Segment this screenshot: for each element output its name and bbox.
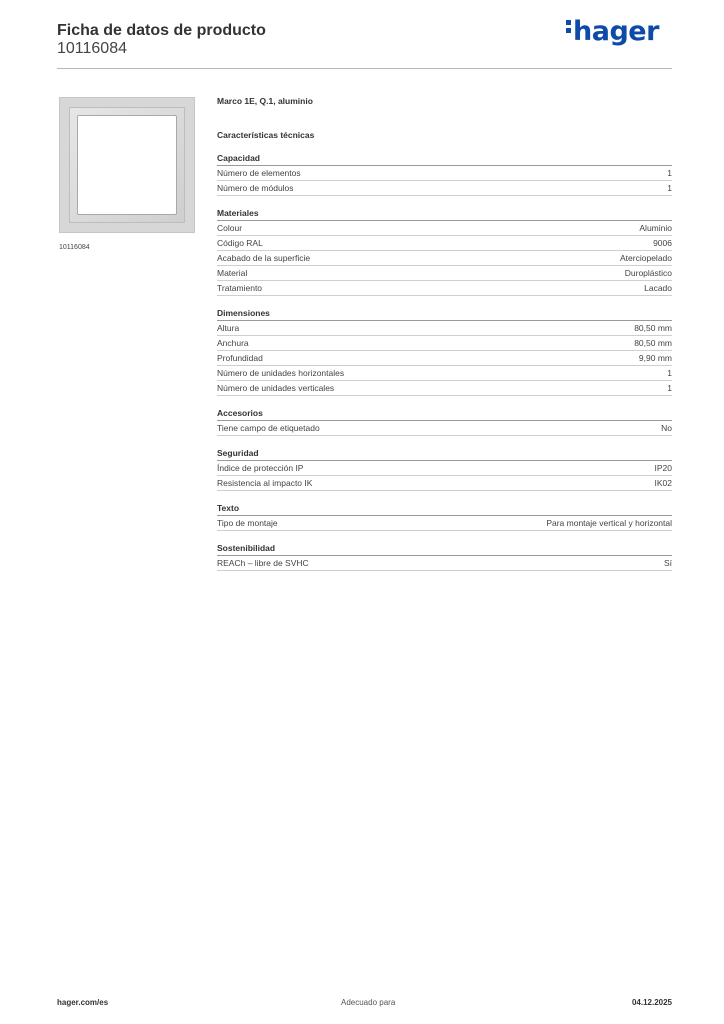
section-title: Capacidad bbox=[217, 151, 672, 166]
spec-label: Colour bbox=[217, 223, 243, 233]
spec-section bbox=[217, 501, 672, 531]
frame-opening bbox=[77, 115, 177, 215]
header-divider bbox=[57, 68, 672, 69]
spec-label: Resistencia al impacto IK bbox=[217, 478, 313, 488]
hager-logo bbox=[566, 16, 659, 47]
section-title: Dimensiones bbox=[217, 306, 672, 321]
spec-row bbox=[217, 516, 672, 531]
spec-label: Número de elementos bbox=[217, 168, 301, 178]
spec-label: Tipo de montaje bbox=[217, 518, 278, 528]
product-code: 10116084 bbox=[57, 40, 127, 57]
footer-website: hager.com/es bbox=[57, 998, 109, 1007]
spec-label: Índice de protección IP bbox=[217, 463, 304, 473]
spec-row bbox=[217, 556, 672, 571]
spec-row bbox=[217, 421, 672, 436]
image-caption: 10116084 bbox=[59, 244, 90, 251]
spec-value: 1 bbox=[667, 383, 672, 393]
spec-value: Lacado bbox=[644, 283, 672, 293]
spec-row bbox=[217, 476, 672, 491]
spec-label: Material bbox=[217, 268, 248, 278]
spec-value: 1 bbox=[667, 168, 672, 178]
spec-label: Anchura bbox=[217, 338, 249, 348]
spec-sections bbox=[217, 151, 672, 571]
spec-section bbox=[217, 306, 672, 396]
spec-section bbox=[217, 151, 672, 196]
spec-row bbox=[217, 166, 672, 181]
spec-row bbox=[217, 181, 672, 196]
section-title: Seguridad bbox=[217, 446, 672, 461]
spec-label: Número de módulos bbox=[217, 183, 294, 193]
spec-value: No bbox=[661, 423, 672, 433]
spec-row bbox=[217, 366, 672, 381]
spec-section bbox=[217, 446, 672, 491]
spec-label: Código RAL bbox=[217, 238, 263, 248]
spec-value: Para montaje vertical y horizontal bbox=[546, 518, 672, 528]
spec-value: 80,50 mm bbox=[634, 323, 672, 333]
spec-label: Número de unidades verticales bbox=[217, 383, 335, 393]
spec-row bbox=[217, 221, 672, 236]
spec-section bbox=[217, 406, 672, 436]
spec-label: Acabado de la superficie bbox=[217, 253, 311, 263]
spec-value: Duroplástico bbox=[624, 268, 672, 278]
spec-row bbox=[217, 266, 672, 281]
spec-label: Número de unidades horizontales bbox=[217, 368, 345, 378]
spec-row bbox=[217, 321, 672, 336]
spec-label: Altura bbox=[217, 323, 240, 333]
spec-value: Aterciopelado bbox=[620, 253, 672, 263]
spec-row bbox=[217, 251, 672, 266]
spec-value: 1 bbox=[667, 368, 672, 378]
spec-value: 80,50 mm bbox=[634, 338, 672, 348]
spec-row bbox=[217, 336, 672, 351]
spec-row bbox=[217, 381, 672, 396]
spec-section bbox=[217, 541, 672, 571]
spec-label: Profundidad bbox=[217, 353, 263, 363]
spec-value: 9006 bbox=[653, 238, 672, 248]
page-title: Ficha de datos de producto bbox=[57, 22, 266, 39]
logo-text: hager bbox=[573, 16, 659, 47]
spec-value: Aluminio bbox=[639, 223, 672, 233]
product-name: Marco 1E, Q.1, aluminio bbox=[217, 96, 313, 106]
spec-label: REACh – libre de SVHC bbox=[217, 558, 309, 568]
spec-row bbox=[217, 281, 672, 296]
spec-value: 1 bbox=[667, 183, 672, 193]
spec-section bbox=[217, 206, 672, 296]
spec-row bbox=[217, 351, 672, 366]
tech-characteristics-heading: Características técnicas bbox=[217, 130, 315, 140]
spec-content bbox=[217, 94, 672, 581]
spec-label: Tiene campo de etiquetado bbox=[217, 423, 320, 433]
section-title: Sostenibilidad bbox=[217, 541, 672, 556]
spec-value: Sí bbox=[663, 558, 672, 568]
spec-row bbox=[217, 236, 672, 251]
logo-dots-icon bbox=[566, 20, 572, 36]
spec-value: IP20 bbox=[654, 463, 672, 473]
spec-value: IK02 bbox=[654, 478, 672, 488]
spec-row bbox=[217, 461, 672, 476]
section-title: Materiales bbox=[217, 206, 672, 221]
footer-date: 04.12.2025 bbox=[631, 998, 672, 1007]
spec-label: Tratamiento bbox=[217, 283, 263, 293]
footer-center-text: Adecuado para bbox=[341, 998, 396, 1007]
section-title: Texto bbox=[217, 501, 672, 516]
section-title: Accesorios bbox=[217, 406, 672, 421]
spec-value: 9,90 mm bbox=[638, 353, 672, 363]
product-image bbox=[59, 97, 195, 233]
